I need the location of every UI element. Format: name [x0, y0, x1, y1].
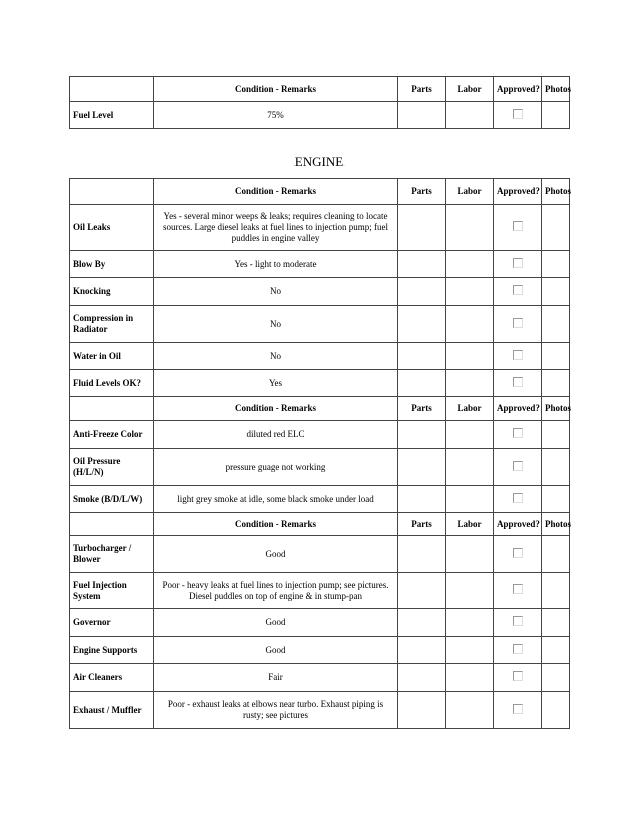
section-title [0, 154, 638, 170]
row-label: Exhaust / Muffler [70, 692, 154, 729]
header-labor: Labor [446, 179, 494, 205]
photos-cell [542, 609, 570, 637]
header-remarks: Condition - Remarks [154, 77, 398, 102]
parts-cell [398, 637, 446, 664]
approved-checkbox[interactable] [513, 221, 523, 231]
photos-cell [542, 573, 570, 609]
approved-checkbox[interactable] [513, 584, 523, 594]
approved-cell [494, 370, 542, 397]
header-photos: Photos [542, 179, 570, 205]
row-label: Knocking [70, 278, 154, 306]
row-remark: pressure guage not working [154, 449, 398, 486]
labor-cell [446, 306, 494, 343]
header-approved: Approved? [494, 77, 542, 102]
table-row [70, 421, 570, 449]
parts-cell [398, 449, 446, 486]
approved-cell [494, 536, 542, 573]
labor-cell [446, 421, 494, 449]
row-label: Governor [70, 609, 154, 637]
title-suffix: . [343, 162, 345, 168]
row-label: Engine Supports [70, 637, 154, 664]
approved-cell [494, 609, 542, 637]
header-row [70, 77, 570, 102]
approved-checkbox[interactable] [513, 644, 523, 654]
row-remark: light grey smoke at idle, some black smoke under load [154, 486, 398, 513]
table-row [70, 370, 570, 397]
header-photos: Photos [542, 513, 570, 536]
parts-cell [398, 536, 446, 573]
table-row [70, 251, 570, 278]
approved-checkbox[interactable] [513, 461, 523, 471]
header-row [70, 179, 570, 205]
row-label: Water in Oil [70, 343, 154, 370]
header-parts: Parts [398, 77, 446, 102]
labor-cell [446, 609, 494, 637]
row-label: Fuel Level [70, 102, 154, 129]
row-label: Smoke (B/D/L/W) [70, 486, 154, 513]
row-label: Compression in Radiator [70, 306, 154, 343]
approved-checkbox[interactable] [513, 109, 523, 119]
parts-cell [398, 251, 446, 278]
approved-checkbox[interactable] [513, 377, 523, 387]
table-row [70, 486, 570, 513]
approved-checkbox[interactable] [513, 428, 523, 438]
photos-cell [542, 449, 570, 486]
row-label: Oil Pressure (H/L/N) [70, 449, 154, 486]
header-row [70, 513, 570, 536]
labor-cell [446, 449, 494, 486]
approved-cell [494, 102, 542, 129]
row-remark: Good [154, 609, 398, 637]
table-row [70, 102, 570, 129]
photos-cell [542, 486, 570, 513]
row-label: Fuel Injection System [70, 573, 154, 609]
table-row [70, 664, 570, 692]
photos-cell [542, 421, 570, 449]
row-remark: diluted red ELC [154, 421, 398, 449]
row-remark: Good [154, 637, 398, 664]
header-blank [70, 513, 154, 536]
approved-cell [494, 486, 542, 513]
photos-cell [542, 278, 570, 306]
row-remark: Yes [154, 370, 398, 397]
approved-checkbox[interactable] [513, 704, 523, 714]
table-row [70, 449, 570, 486]
photos-cell [542, 251, 570, 278]
approved-cell [494, 637, 542, 664]
approved-checkbox[interactable] [513, 548, 523, 558]
photos-cell [542, 205, 570, 251]
photos-cell [542, 102, 570, 129]
labor-cell [446, 637, 494, 664]
approved-checkbox[interactable] [513, 493, 523, 503]
labor-cell [446, 486, 494, 513]
labor-cell [446, 664, 494, 692]
approved-cell [494, 573, 542, 609]
photos-cell [542, 664, 570, 692]
approved-checkbox[interactable] [513, 318, 523, 328]
parts-cell [398, 343, 446, 370]
header-labor: Labor [446, 513, 494, 536]
photos-cell [542, 692, 570, 729]
table-row [70, 637, 570, 664]
row-remark: Poor - exhaust leaks at elbows near turbo. Exhaust piping is rusty; see pictures [154, 692, 398, 729]
header-remarks: Condition - Remarks [154, 513, 398, 536]
header-approved: Approved? [494, 513, 542, 536]
row-remark: Yes - light to moderate [154, 251, 398, 278]
table-row [70, 573, 570, 609]
row-remark: No [154, 343, 398, 370]
labor-cell [446, 278, 494, 306]
parts-cell [398, 664, 446, 692]
table-row [70, 609, 570, 637]
header-approved: Approved? [494, 179, 542, 205]
labor-cell [446, 102, 494, 129]
photos-cell [542, 370, 570, 397]
parts-cell [398, 370, 446, 397]
approved-checkbox[interactable] [513, 285, 523, 295]
row-remark: Good [154, 536, 398, 573]
row-remark: No [154, 306, 398, 343]
approved-cell [494, 306, 542, 343]
parts-cell [398, 102, 446, 129]
parts-cell [398, 278, 446, 306]
photos-cell [542, 343, 570, 370]
labor-cell [446, 370, 494, 397]
approved-cell [494, 205, 542, 251]
photos-cell [542, 637, 570, 664]
labor-cell [446, 692, 494, 729]
header-remarks: Condition - Remarks [154, 397, 398, 421]
approved-checkbox[interactable] [513, 671, 523, 681]
table-row [70, 343, 570, 370]
parts-cell [398, 421, 446, 449]
approved-checkbox[interactable] [513, 258, 523, 268]
header-blank [70, 77, 154, 102]
table-row [70, 278, 570, 306]
title-prefix: . [293, 162, 295, 168]
row-remark: Poor - heavy leaks at fuel lines to injection pump; see pictures. Diesel puddles on top of engine & in stump-pan [154, 573, 398, 609]
engine-table [69, 178, 570, 729]
parts-cell [398, 205, 446, 251]
fuel-table [69, 76, 570, 129]
header-photos: Photos [542, 397, 570, 421]
parts-cell [398, 609, 446, 637]
row-label: Fluid Levels OK? [70, 370, 154, 397]
header-blank [70, 179, 154, 205]
row-remark: 75% [154, 102, 398, 129]
row-remark: Fair [154, 664, 398, 692]
header-parts: Parts [398, 513, 446, 536]
row-label: Air Cleaners [70, 664, 154, 692]
approved-cell [494, 421, 542, 449]
photos-cell [542, 306, 570, 343]
labor-cell [446, 205, 494, 251]
row-label: Blow By [70, 251, 154, 278]
header-labor: Labor [446, 77, 494, 102]
approved-checkbox[interactable] [513, 616, 523, 626]
parts-cell [398, 306, 446, 343]
approved-cell [494, 278, 542, 306]
approved-cell [494, 664, 542, 692]
row-label: Oil Leaks [70, 205, 154, 251]
photos-cell [542, 536, 570, 573]
header-labor: Labor [446, 397, 494, 421]
header-row [70, 397, 570, 421]
labor-cell [446, 343, 494, 370]
table-row [70, 205, 570, 251]
approved-cell [494, 449, 542, 486]
parts-cell [398, 486, 446, 513]
approved-cell [494, 343, 542, 370]
labor-cell [446, 251, 494, 278]
table-row [70, 306, 570, 343]
approved-cell [494, 692, 542, 729]
approved-cell [494, 251, 542, 278]
section-title-text: ENGINE [294, 154, 344, 169]
table-row [70, 536, 570, 573]
header-parts: Parts [398, 397, 446, 421]
row-remark: No [154, 278, 398, 306]
header-approved: Approved? [494, 397, 542, 421]
labor-cell [446, 536, 494, 573]
labor-cell [446, 573, 494, 609]
row-label: Turbocharger / Blower [70, 536, 154, 573]
parts-cell [398, 692, 446, 729]
header-remarks: Condition - Remarks [154, 179, 398, 205]
parts-cell [398, 573, 446, 609]
header-parts: Parts [398, 179, 446, 205]
row-remark: Yes - several minor weeps & leaks; requires cleaning to locate sources. Large diesel leaks at fuel lines to injection pump; fuel puddles in engine valley [154, 205, 398, 251]
approved-checkbox[interactable] [513, 350, 523, 360]
row-label: Anti-Freeze Color [70, 421, 154, 449]
header-photos: Photos [542, 77, 570, 102]
table-row [70, 692, 570, 729]
header-blank [70, 397, 154, 421]
